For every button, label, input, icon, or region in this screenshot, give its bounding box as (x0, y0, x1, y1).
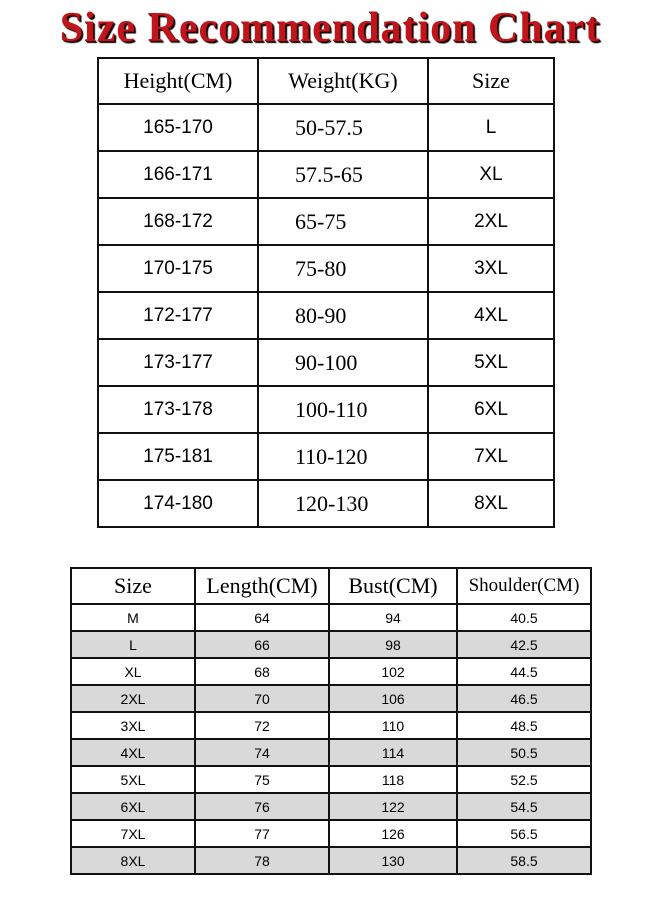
table-row (98, 386, 554, 433)
size-cell: 7XL (71, 820, 195, 847)
table-row (98, 198, 554, 245)
size-cell: XL (71, 658, 195, 685)
table-row (98, 480, 554, 527)
bust-cell: 130 (329, 847, 457, 874)
header-shoulder: Shoulder(CM) (457, 568, 591, 604)
length-cell: 66 (195, 631, 329, 658)
table-row (71, 631, 591, 658)
length-cell: 74 (195, 739, 329, 766)
table-row (98, 339, 554, 386)
table-row (98, 104, 554, 151)
size-cell: 2XL (428, 198, 554, 245)
size-cell: 7XL (428, 433, 554, 480)
table-row (71, 847, 591, 874)
size-measurement-table (70, 567, 592, 875)
bust-cell: 122 (329, 793, 457, 820)
height-cell: 174-180 (98, 480, 258, 527)
table-row (98, 245, 554, 292)
bust-cell: 98 (329, 631, 457, 658)
length-cell: 77 (195, 820, 329, 847)
weight-cell: 90-100 (258, 339, 428, 386)
length-cell: 72 (195, 712, 329, 739)
header-size: Size (71, 568, 195, 604)
table-row (71, 685, 591, 712)
table-row (98, 151, 554, 198)
shoulder-cell: 44.5 (457, 658, 591, 685)
height-cell: 168-172 (98, 198, 258, 245)
height-cell: 166-171 (98, 151, 258, 198)
weight-cell: 110-120 (258, 433, 428, 480)
shoulder-cell: 48.5 (457, 712, 591, 739)
table-header-row (71, 568, 591, 604)
size-cell: 4XL (71, 739, 195, 766)
table-header-row (98, 58, 554, 104)
size-cell: XL (428, 151, 554, 198)
page-title: Size Recommendation Chart (59, 5, 601, 51)
weight-cell: 80-90 (258, 292, 428, 339)
header-size: Size (428, 58, 554, 104)
table-row (71, 658, 591, 685)
size-cell: L (71, 631, 195, 658)
shoulder-cell: 50.5 (457, 739, 591, 766)
height-cell: 173-178 (98, 386, 258, 433)
table-row (98, 292, 554, 339)
shoulder-cell: 54.5 (457, 793, 591, 820)
table-row (71, 739, 591, 766)
height-cell: 175-181 (98, 433, 258, 480)
shoulder-cell: 56.5 (457, 820, 591, 847)
shoulder-cell: 42.5 (457, 631, 591, 658)
bust-cell: 118 (329, 766, 457, 793)
bust-cell: 106 (329, 685, 457, 712)
height-cell: 165-170 (98, 104, 258, 151)
size-cell: 6XL (428, 386, 554, 433)
length-cell: 78 (195, 847, 329, 874)
size-cell: M (71, 604, 195, 631)
weight-cell: 100-110 (258, 386, 428, 433)
bust-cell: 94 (329, 604, 457, 631)
header-bust: Bust(CM) (329, 568, 457, 604)
weight-cell: 65-75 (258, 198, 428, 245)
shoulder-cell: 46.5 (457, 685, 591, 712)
header-weight: Weight(KG) (258, 58, 428, 104)
size-cell: 3XL (71, 712, 195, 739)
header-height: Height(CM) (98, 58, 258, 104)
size-cell: L (428, 104, 554, 151)
size-cell: 8XL (428, 480, 554, 527)
size-cell: 2XL (71, 685, 195, 712)
size-cell: 5XL (71, 766, 195, 793)
size-cell: 4XL (428, 292, 554, 339)
length-cell: 64 (195, 604, 329, 631)
shoulder-cell: 52.5 (457, 766, 591, 793)
table-row (71, 793, 591, 820)
bust-cell: 126 (329, 820, 457, 847)
length-cell: 70 (195, 685, 329, 712)
table-row (71, 712, 591, 739)
size-recommendation-table (97, 57, 555, 528)
length-cell: 68 (195, 658, 329, 685)
height-cell: 172-177 (98, 292, 258, 339)
header-length: Length(CM) (195, 568, 329, 604)
bust-cell: 114 (329, 739, 457, 766)
length-cell: 76 (195, 793, 329, 820)
bust-cell: 102 (329, 658, 457, 685)
table-row (71, 604, 591, 631)
height-cell: 173-177 (98, 339, 258, 386)
weight-cell: 50-57.5 (258, 104, 428, 151)
weight-cell: 120-130 (258, 480, 428, 527)
size-cell: 3XL (428, 245, 554, 292)
size-cell: 8XL (71, 847, 195, 874)
table-row (98, 433, 554, 480)
weight-cell: 75-80 (258, 245, 428, 292)
table-row (71, 766, 591, 793)
table-row (71, 820, 591, 847)
weight-cell: 57.5-65 (258, 151, 428, 198)
height-cell: 170-175 (98, 245, 258, 292)
shoulder-cell: 58.5 (457, 847, 591, 874)
bust-cell: 110 (329, 712, 457, 739)
length-cell: 75 (195, 766, 329, 793)
size-cell: 6XL (71, 793, 195, 820)
size-cell: 5XL (428, 339, 554, 386)
shoulder-cell: 40.5 (457, 604, 591, 631)
